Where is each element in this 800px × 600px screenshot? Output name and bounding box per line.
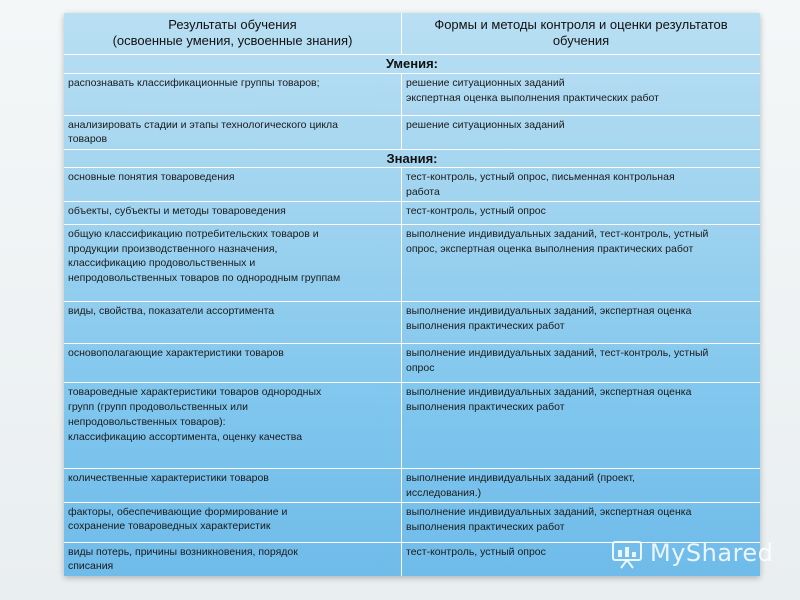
table-row [64, 224, 760, 301]
cell-text-line: выполнение индивидуальных заданий, экспертная оценка [406, 386, 692, 398]
cell-text-line: объекты, субъекты и методы товароведения [68, 205, 286, 217]
cell-text-line: выполнения практических работ [406, 521, 565, 533]
cell-text-line: общую классификацию потребительских товаров и [68, 228, 319, 240]
cell-text-line: выполнение индивидуальных заданий, тест-контроль, устный [406, 228, 709, 240]
row-method-cell [401, 225, 760, 301]
cell-text-line: выполнение индивидуальных заданий (проект, [406, 472, 635, 484]
cell-text-line: тест-контроль, устный опрос, письменная контрольная [406, 171, 675, 183]
table-row [64, 343, 760, 382]
cell-text-line: количественные характеристики товаров [68, 472, 269, 484]
cell-text-line: выполнение индивидуальных заданий, тест-контроль, устный [406, 347, 709, 359]
cell-text-line: выполнения практических работ [406, 320, 565, 332]
cell-text-line: основополагающие характеристики товаров [68, 347, 284, 359]
cell-text-line: решение ситуационных заданий [406, 77, 565, 89]
cell-text-line: продукции производственного назначения, [68, 242, 278, 255]
cell-text-line: работа [406, 186, 440, 198]
cell-text-line: непродовольственных товаров): [68, 416, 226, 428]
row-result-cell [64, 503, 401, 542]
header-results-title: Результаты обучения [168, 17, 297, 32]
row-result-cell [64, 225, 401, 301]
cell-text-line: виды потерь, причины возникновения, порядок [68, 546, 298, 558]
cell-text-line: выполнения практических работ [406, 401, 565, 413]
row-result-cell [64, 383, 401, 468]
row-method-cell [401, 116, 760, 149]
watermark [610, 536, 790, 572]
header-methods-cell [401, 13, 760, 54]
row-result-cell [64, 74, 401, 115]
cell-text-line: классификацию продовольственных и [68, 257, 256, 269]
assessment-table [64, 13, 760, 576]
row-method-cell [401, 74, 760, 115]
cell-text-line: сохранение товароведных характеристик [68, 520, 271, 532]
row-result-cell [64, 302, 401, 343]
cell-text-line: выполнение индивидуальных заданий, экспертная оценка [406, 506, 692, 518]
row-result-cell [64, 116, 401, 149]
header-methods-line1: Формы и методы контроля и оценки результатов [434, 17, 728, 32]
section-knowledge-heading: Знания: [64, 149, 760, 167]
table-row [64, 301, 760, 343]
cell-text-line: классификацию ассортимента, оценку качества [68, 431, 303, 443]
table-row [64, 115, 760, 149]
presentation-board-icon [610, 538, 644, 570]
header-methods-line2: обучения [552, 33, 610, 48]
cell-text-line: опрос [406, 362, 435, 374]
cell-text-line: товароведные характеристики товаров однородных [68, 386, 322, 398]
cell-text-line: распознавать классификационные группы товаров; [68, 77, 320, 89]
row-result-cell [64, 168, 401, 201]
row-method-cell [401, 383, 760, 468]
header-results-cell [64, 13, 401, 54]
cell-text-line: исследования.) [406, 487, 482, 499]
cell-text-line: товаров [68, 133, 108, 145]
row-result-cell [64, 543, 401, 576]
cell-text-line: опрос, экспертная оценка выполнения практических работ [406, 243, 694, 255]
section-skills-heading: Умения: [64, 54, 760, 73]
cell-text-line: виды, свойства, показатели ассортимента [68, 305, 275, 317]
header-results-subtitle: (освоенные умения, усвоенные знания) [112, 33, 353, 48]
row-method-cell [401, 168, 760, 201]
row-method-cell [401, 469, 760, 502]
cell-text-line: тест-контроль, устный опрос [406, 205, 546, 217]
cell-text-line: анализировать стадии и этапы технологического цикла [68, 119, 339, 131]
table-row [64, 167, 760, 201]
row-result-cell [64, 469, 401, 502]
cell-text-line: факторы, обеспечивающие формирование и [68, 506, 288, 518]
table-row [64, 73, 760, 115]
cell-text-line: непродовольственных товаров по однородным группам [68, 271, 341, 284]
row-result-cell [64, 344, 401, 382]
cell-text-line: тест-контроль, устный опрос [406, 546, 546, 558]
cell-text-line: решение ситуационных заданий [406, 119, 565, 131]
cell-text-line: экспертная оценка выполнения практических работ [406, 92, 659, 104]
row-method-cell [401, 202, 760, 224]
cell-text-line: списания [68, 560, 114, 572]
table-header-row [64, 13, 760, 54]
watermark-text: MyShared [650, 539, 774, 567]
row-method-cell [401, 344, 760, 382]
row-method-cell [401, 302, 760, 343]
cell-text-line: выполнение индивидуальных заданий, экспертная оценка [406, 305, 692, 317]
cell-text-line: основные понятия товароведения [68, 171, 235, 183]
table-row [64, 201, 760, 224]
table-row [64, 468, 760, 502]
row-result-cell [64, 202, 401, 224]
table-row [64, 382, 760, 468]
cell-text-line: групп (групп продовольственных или [68, 401, 248, 413]
